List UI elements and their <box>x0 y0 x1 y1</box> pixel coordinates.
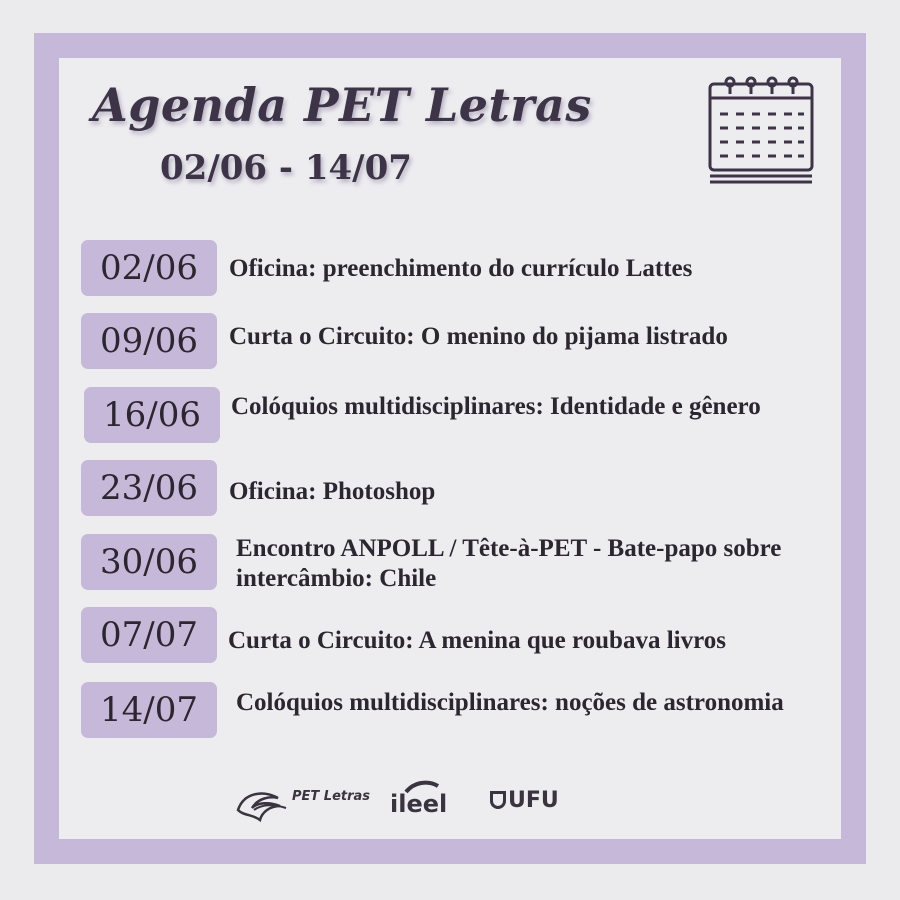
event-description: Oficina: preenchimento do currículo Lattes <box>229 255 693 282</box>
pet-letras-logo-text: PET Letras <box>292 789 371 804</box>
page-title: Agenda PET Letras <box>92 78 592 132</box>
event-date-badge: 16/06 <box>84 387 220 443</box>
event-date-badge: 02/06 <box>81 240 217 296</box>
event-date-badge: 14/07 <box>81 682 217 738</box>
event-date-badge: 09/06 <box>81 313 217 369</box>
event-description: Encontro ANPOLL / Tête-à-PET - Bate-papo sobre intercâmbio: Chile <box>236 535 782 592</box>
event-description: Colóquios multidisciplinares: Identidade e gênero <box>231 393 761 420</box>
ufu-logo-label: UFU <box>508 788 559 813</box>
event-date-badge: 30/06 <box>81 534 217 590</box>
ileel-logo-text: ileel <box>390 790 448 818</box>
event-description: Oficina: Photoshop <box>229 478 436 505</box>
ufu-mark-icon <box>490 791 506 809</box>
event-description: Colóquios multidisciplinares: noções de astronomia <box>236 689 784 716</box>
event-date-badge: 07/07 <box>81 607 217 663</box>
event-description: Curta o Circuito: O menino do pijama listrado <box>229 323 728 350</box>
ufu-logo-text <box>490 788 559 813</box>
event-date-badge: 23/06 <box>81 460 217 516</box>
period-subtitle: 02/06 - 14/07 <box>160 148 412 188</box>
calendar-icon <box>702 72 820 190</box>
sponsor-logos <box>234 776 594 832</box>
event-description: Curta o Circuito: A menina que roubava livros <box>228 627 726 654</box>
